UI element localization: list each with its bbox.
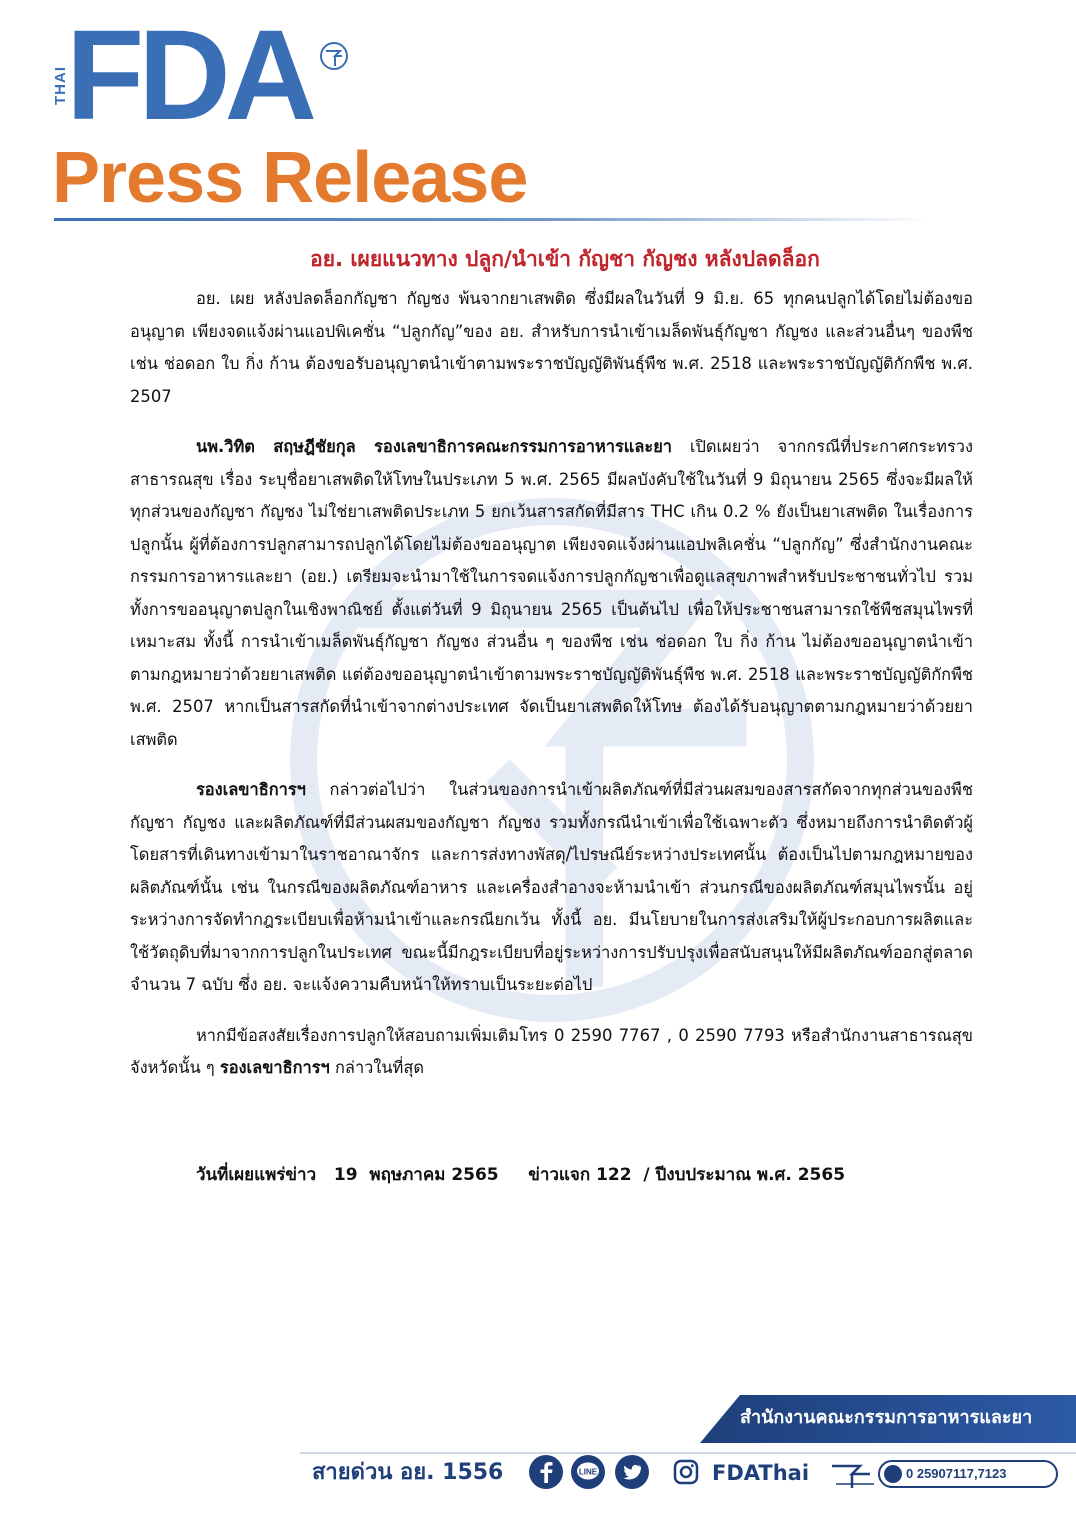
paragraph-4-text-end: กล่าวในที่สุด (329, 1058, 425, 1077)
paragraph-3 (130, 774, 973, 1002)
logo-fda-text: FDA (66, 4, 312, 147)
fda-emblem-icon (318, 40, 350, 72)
header-divider (54, 218, 934, 221)
line-label: LINE (578, 1467, 598, 1477)
news-title: อย. เผยแนวทาง ปลูก/นำเข้า กัญชา กัญชง หลังปลดล็อก (310, 247, 820, 271)
hotline-text: สายด่วน อย. 1556 (312, 1460, 504, 1485)
paragraph-1: อย. เผย หลังปลดล็อกกัญชา กัญชง พ้นจากยาเสพติด ซึ่งมีผลในวันที่ 9 มิ.ย. 65 ทุกคนปลูกได้โดยไม่ต้องขออนุญาต เพียงจดแจ้งผ่านแอปพิเคชั่น “ปลูกกัญ”ของ อย. สำหรับการนำเข้าเมล็ดพันธุ์กัญชา กัญชง และส่วนอื่นๆ ของพืช เช่น ช่อดอก ใบ กิ่ง ก้าน ต้องขอรับอนุญาตนำเข้าตามพระราชบัญญัติพันธุ์พืช พ.ศ. 2518 และพระราชบัญญัติกักพืช พ.ศ. 2507 (130, 289, 973, 406)
phone-icon (884, 1465, 902, 1483)
paragraph-2-text: เปิดเผยว่า จากกรณีที่ประกาศกระทรวงสาธารณสุข เรื่อง ระบุชื่อยาเสพติดให้โทษในประเภท 5 พ.ศ. 2565 มีผลบังคับใช้ในวันที่ 9 มิถุนายน 2565 ซึ่งจะมีผลให้ทุกส่วนของกัญชา กัญชง ไม่ใช่ยาเสพติดประเภท 5 ยกเว้นสารสกัดที่มีสาร THC เกิน 0.2 % ยังเป็นยาเสพติด ในเรื่องการปลูกนั้น ผู้ที่ต้องการปลูกสามารถปลูกได้โดยไม่ต้องขออนุญาต เพียงจดแจ้งผ่านแอปพลิเคชั่น “ปลูกกัญ” ซึ่งสำนักงานคณะกรรมการอาหารและยา (อย.) เตรียมจะนำมาใช้ในการจดแจ้งการปลูกกัญชาเพื่อดูแลสุขภาพสำหรับประชาชนทั่วไป รวมทั้งการขออนุญาตปลูกในเชิงพาณิชย์ ตั้งแต่วันที่ 9 มิถุนายน 2565 เป็นต้นไป เพื่อให้ประชาชนสามารถใช้พืชสมุนไพรที่เหมาะสม ทั้งนี้ การนำเข้าเมล็ดพันธุ์กัญชา กัญชง ส่วนอื่น ๆ ของพืช เช่น ช่อดอก ใบ กิ่ง ก้าน ไม่ต้องขออนุญาตนำเข้าตามกฎหมายว่าด้วยยาเสพติด แต่ต้องขออนุญาตนำเข้าตามพระราชบัญญัติพันธุ์พืช พ.ศ. 2518 และพระราชบัญญัติกักพืช พ.ศ. 2507 หากเป็นสารสกัดที่นำเข้าจากต่างประเทศ จัดเป็นยาเสพติดให้โทษ ต้องได้รับอนุญาตตามกฎหมายว่าด้วยยาเสพติด (130, 437, 973, 749)
twitter-icon[interactable] (614, 1454, 650, 1490)
release-dateline: วันที่เผยแพร่ข่าว 19 พฤษภาคม 2565 ข่าวแจก 122 / ปีงบประมาณ พ.ศ. 2565 (196, 1165, 846, 1185)
phone-number: 0 25907117,7123 (906, 1466, 1007, 1481)
line-app-icon[interactable] (570, 1454, 606, 1490)
phone-badge (878, 1460, 1058, 1488)
paragraph-4-speaker: รองเลขาธิการฯ (219, 1058, 330, 1077)
fdathai-handle: FDAThai (712, 1461, 810, 1485)
paragraph-2 (130, 431, 973, 756)
paragraph-3-text: กล่าวต่อไปว่า ในส่วนของการนำเข้าผลิตภัณฑ์ที่มีส่วนผสมของสารสกัดจากทุกส่วนของพืชกัญชา กัญชง และผลิตภัณฑ์ที่มีส่วนผสมของกัญชา กัญชง รวมทั้งกรณีนำเข้าเพื่อใช้เฉพาะตัว ซึ่งหมายถึงการนำติดตัวผู้โดยสารที่เดินทางเข้ามาในราชอาณาจักร และการส่งทางพัสดุ/ไปรษณีย์ระหว่างประเทศนั้น ต้องเป็นไปตามกฎหมายของผลิตภัณฑ์นั้น เช่น ในกรณีของผลิตภัณฑ์อาหาร และเครื่องสำอางจะห้ามนำเข้า ส่วนกรณีของผลิตภัณฑ์สมุนไพรนั้น อยู่ระหว่างการจัดทำกฎระเบียบเพื่อห้ามนำเข้าและกรณียกเว้น ทั้งนี้ อย. มีนโยบายในการส่งเสริมให้ผู้ประกอบการผลิตและใช้วัตถุดิบที่มาจากการปลูกในประเทศ ขณะนี้มีกฎระเบียบที่อยู่ระหว่างการปรับปรุงเพื่อสนับสนุนให้มีผลิตภัณฑ์ออกสู่ตลาด จำนวน 7 ฉบับ ซึ่ง อย. จะแจ้งความคืบหน้าให้ทราบเป็นระยะต่อไป (130, 780, 973, 994)
paragraph-3-speaker: รองเลขาธิการฯ (196, 780, 306, 799)
fda-footer-emblem-icon (830, 1454, 878, 1492)
paragraph-2-speaker: นพ.วิทิต สฤษฎีชัยกุล รองเลขาธิการคณะกรรมการอาหารและยา (196, 437, 673, 456)
news-body (130, 283, 973, 1103)
footer-divider (300, 1452, 1076, 1454)
facebook-icon[interactable] (528, 1454, 564, 1490)
logo-press-release-text: Press Release (52, 138, 528, 218)
logo-thai-text: THAI (52, 66, 69, 106)
paragraph-4-text-start: หากมีข้อสงสัยเรื่องการปลูกให้สอบถามเพิ่มเติมโทร 0 2590 7767 , 0 2590 7793 หรือสำนักงานสาธารณสุขจังหวัดนั้น ๆ (130, 1025, 973, 1077)
paragraph-4 (130, 1020, 973, 1085)
instagram-icon[interactable] (672, 1458, 700, 1486)
footer-org-name: สำนักงานคณะกรรมการอาหารและยา (740, 1407, 1033, 1428)
